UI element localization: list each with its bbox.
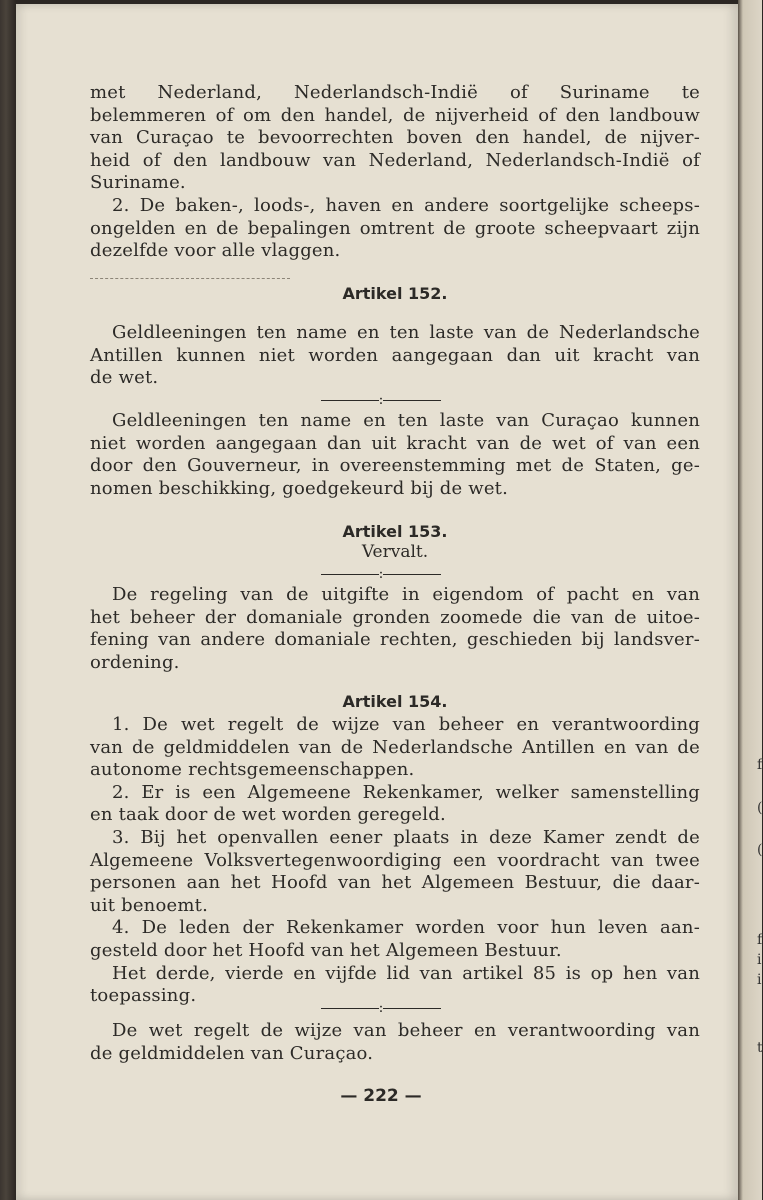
article-152-paragraph-1 bbox=[90, 322, 700, 390]
text-line: van de geldmiddelen van de Nederlandsche Antillen en van de bbox=[90, 736, 700, 758]
section-separator: : bbox=[0, 566, 762, 582]
text-line: belemmeren of om den handel, de nijverheid of den landbouw bbox=[90, 104, 700, 126]
text-line: personen aan het Hoofd van het Algemeen Bestuur, die daar- bbox=[90, 872, 700, 894]
next-page-mark: t bbox=[757, 1040, 763, 1056]
faint-rule bbox=[90, 278, 290, 279]
article-153-status: Vervalt. bbox=[361, 542, 429, 562]
text-line: Algemeene Volksvertegenwoordiging een voordracht van twee bbox=[90, 849, 700, 871]
article-152-paragraph-2 bbox=[90, 410, 700, 500]
article-154-final-paragraph bbox=[90, 1020, 700, 1065]
text-line: en taak door de wet worden geregeld. bbox=[90, 804, 446, 826]
text-line: 4. De leden der Rekenkamer worden voor hun leven aan- bbox=[112, 917, 700, 939]
text-line: het beheer der domaniale gronden zoomede die van de uitoe- bbox=[90, 606, 700, 628]
text-line: 2. De baken-, loods-, haven en andere soortgelijke scheeps- bbox=[112, 194, 700, 216]
text-line: door den Gouverneur, in overeenstemming met de Staten, ge- bbox=[90, 455, 700, 477]
text-line: niet worden aangegaan dan uit kracht van de wet of van een bbox=[90, 432, 700, 454]
article-154-heading: Artikel 154. bbox=[342, 692, 448, 711]
section-separator: : bbox=[0, 392, 762, 408]
text-line: Het derde, vierde en vijfde lid van artikel 85 is op hen van bbox=[112, 962, 700, 984]
next-page-mark: ( bbox=[757, 800, 763, 816]
text-line: De regeling van de uitgifte in eigendom of pacht en van bbox=[112, 584, 700, 605]
text-line: ordening. bbox=[90, 651, 180, 673]
text-line: De wet regelt de wijze van beheer en verantwoording van bbox=[112, 1020, 700, 1041]
text-line: Geldleeningen ten name en ten laste van de Nederlandsche bbox=[112, 322, 700, 343]
text-line: 3. Bij het openvallen eener plaats in deze Kamer zendt de bbox=[112, 826, 700, 848]
text-line: nomen beschikking, goedgekeurd bij de wet. bbox=[90, 477, 509, 499]
text-line: de wet. bbox=[90, 367, 159, 389]
next-page-mark: i bbox=[757, 952, 762, 968]
text-line: Geldleeningen ten name en ten laste van Curaçao kunnen bbox=[112, 410, 700, 431]
text-line: 2. Er is een Algemeene Rekenkamer, welker samenstelling bbox=[112, 781, 700, 803]
text-line: 1. De wet regelt de wijze van beheer en verantwoording bbox=[112, 714, 700, 735]
text-line: de geldmiddelen van Curaçao. bbox=[90, 1042, 374, 1064]
article-153-paragraph bbox=[90, 584, 700, 674]
section-separator: : bbox=[0, 1000, 762, 1016]
text-line: Antillen kunnen niet worden aangegaan dan uit kracht van bbox=[90, 344, 700, 366]
text-line: autonome rechtsgemeenschappen. bbox=[90, 759, 415, 781]
text-line: uit benoemt. bbox=[90, 894, 208, 916]
article-154-body bbox=[90, 714, 700, 1008]
text-line: heid of den landbouw van Nederland, Nederlandsch-Indië of bbox=[90, 149, 700, 171]
page-number: — 222 — bbox=[340, 1086, 422, 1106]
text-line: fening van andere domaniale rechten, geschieden bij landsver- bbox=[90, 629, 700, 651]
article-152-heading: Artikel 152. bbox=[342, 284, 448, 303]
text-line: met Nederland, Nederlandsch-Indië of Suriname te bbox=[90, 82, 700, 103]
text-line: dezelfde voor alle vlaggen. bbox=[90, 240, 341, 262]
next-page-edge bbox=[738, 0, 762, 1200]
next-page-mark: f bbox=[757, 932, 763, 948]
text-line: gesteld door het Hoofd van het Algemeen Bestuur. bbox=[90, 939, 562, 961]
continuation-block bbox=[90, 82, 700, 263]
next-page-mark: f bbox=[757, 757, 763, 773]
text-line: Suriname. bbox=[90, 172, 186, 194]
article-153-heading: Artikel 153. bbox=[342, 522, 448, 541]
next-page-mark: ( bbox=[757, 842, 763, 858]
next-page-mark: i bbox=[757, 972, 762, 988]
text-line: toepassing. bbox=[90, 985, 197, 1007]
text-line: ongelden en de bepalingen omtrent de groote scheepvaart zijn bbox=[90, 217, 700, 239]
text-line: van Curaçao te bevoorrechten boven den handel, de nijver- bbox=[90, 127, 700, 149]
